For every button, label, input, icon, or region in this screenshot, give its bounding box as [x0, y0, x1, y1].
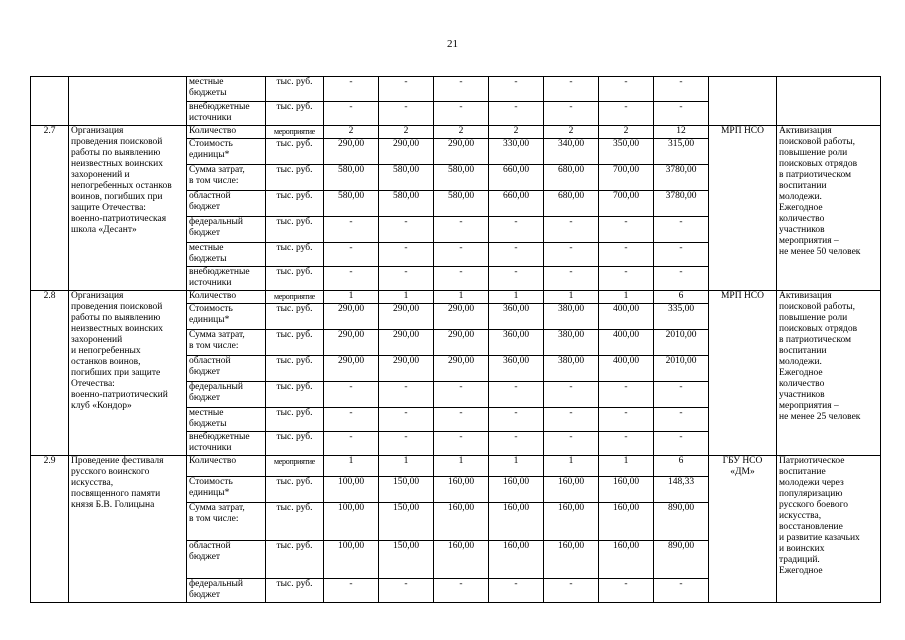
value-cell: - — [489, 243, 544, 267]
value-cell: - — [654, 432, 709, 456]
value-cell: - — [324, 102, 379, 126]
value-cell: - — [324, 243, 379, 267]
value-cell: 335,00 — [654, 304, 709, 330]
value-cell: 148,33 — [654, 477, 709, 503]
value-cell: 290,00 — [324, 330, 379, 356]
value-cell: - — [544, 579, 599, 603]
value-cell: 6 — [654, 291, 709, 304]
value-cell: - — [379, 382, 434, 408]
value-cell: - — [654, 217, 709, 243]
value-cell: - — [379, 102, 434, 126]
value-cell: 700,00 — [599, 191, 654, 217]
value-cell: 160,00 — [434, 503, 489, 541]
value-cell: 160,00 — [599, 477, 654, 503]
value-cell: - — [544, 432, 599, 456]
row-label: местные бюджеты — [187, 77, 266, 102]
empty-cell — [31, 77, 69, 126]
section-executor: МРП НСО — [709, 291, 777, 456]
value-cell: 580,00 — [379, 165, 434, 191]
value-cell: 3780,00 — [654, 165, 709, 191]
unit-cell: мероприятие — [266, 126, 324, 139]
table-row — [31, 456, 881, 477]
table-row — [31, 291, 881, 304]
row-label: Сумма затрат, в том числе: — [187, 503, 266, 541]
value-cell: - — [654, 102, 709, 126]
unit-cell: тыс. руб. — [266, 77, 324, 102]
row-label: внебюджетные источники — [187, 102, 266, 126]
value-cell: - — [654, 579, 709, 603]
value-cell: 12 — [654, 126, 709, 139]
row-label: местные бюджеты — [187, 408, 266, 432]
value-cell: - — [489, 432, 544, 456]
value-cell: - — [599, 267, 654, 291]
value-cell: - — [544, 217, 599, 243]
value-cell: 890,00 — [654, 541, 709, 579]
value-cell: 1 — [599, 456, 654, 477]
unit-cell: тыс. руб. — [266, 477, 324, 503]
value-cell: 290,00 — [324, 139, 379, 165]
unit-cell: тыс. руб. — [266, 408, 324, 432]
value-cell: 3780,00 — [654, 191, 709, 217]
value-cell: 290,00 — [434, 356, 489, 382]
value-cell: 1 — [379, 291, 434, 304]
value-cell: - — [654, 77, 709, 102]
value-cell: - — [544, 77, 599, 102]
value-cell: 290,00 — [324, 304, 379, 330]
value-cell: - — [379, 77, 434, 102]
value-cell: - — [489, 217, 544, 243]
value-cell: 6 — [654, 456, 709, 477]
value-cell: 160,00 — [434, 541, 489, 579]
section-executor: ГБУ НСО «ДМ» — [709, 456, 777, 603]
value-cell: 360,00 — [489, 356, 544, 382]
section-result: Активизация поисковой работы, повышение роли поисковых отрядов в патриотическом воспитании молодежи. Ежегодное количество участников мероприятия – не менее 50 человек — [777, 126, 881, 291]
section-result: Активизация поисковой работы, повышение роли поисковых отрядов в патриотическом воспитании молодежи. Ежегодное количество участников мероприятия – не менее 25 человек — [777, 291, 881, 456]
row-label: Сумма затрат, в том числе: — [187, 330, 266, 356]
empty-cell — [709, 77, 777, 126]
value-cell: 150,00 — [379, 541, 434, 579]
value-cell: 360,00 — [489, 304, 544, 330]
value-cell: 330,00 — [489, 139, 544, 165]
value-cell: 290,00 — [434, 304, 489, 330]
section-number: 2.7 — [31, 126, 69, 291]
row-label: внебюджетные источники — [187, 432, 266, 456]
row-label: Сумма затрат, в том числе: — [187, 165, 266, 191]
value-cell: 150,00 — [379, 477, 434, 503]
unit-cell: тыс. руб. — [266, 503, 324, 541]
value-cell: - — [379, 408, 434, 432]
value-cell: 1 — [544, 456, 599, 477]
value-cell: 580,00 — [324, 165, 379, 191]
section-result: Патриотическое воспитание молодежи через популяризацию русского боевого искусства, восстановление и развитие казачьих и воинских традиций. Ежегодное — [777, 456, 881, 603]
table-row — [31, 77, 881, 102]
row-label: областной бюджет — [187, 541, 266, 579]
value-cell: - — [434, 267, 489, 291]
unit-cell: тыс. руб. — [266, 579, 324, 603]
value-cell: 160,00 — [434, 477, 489, 503]
unit-cell: тыс. руб. — [266, 330, 324, 356]
value-cell: 660,00 — [489, 165, 544, 191]
value-cell: 400,00 — [599, 304, 654, 330]
value-cell: - — [544, 382, 599, 408]
value-cell: 2 — [489, 126, 544, 139]
value-cell: 290,00 — [434, 330, 489, 356]
empty-cell — [69, 77, 187, 126]
value-cell: - — [599, 432, 654, 456]
value-cell: 290,00 — [379, 356, 434, 382]
value-cell: 150,00 — [379, 503, 434, 541]
value-cell: - — [324, 382, 379, 408]
value-cell: 160,00 — [489, 503, 544, 541]
value-cell: 1 — [324, 291, 379, 304]
value-cell: 160,00 — [544, 541, 599, 579]
row-label: федеральный бюджет — [187, 579, 266, 603]
value-cell: 580,00 — [434, 191, 489, 217]
value-cell: - — [599, 243, 654, 267]
value-cell: 290,00 — [379, 330, 434, 356]
value-cell: 680,00 — [544, 165, 599, 191]
section-name: Организация проведения поисковой работы по выявлению неизвестных воинских захоронений и непогребенных останков воинов, погибших при защите Отечества: военно-патриотический клуб «Кондор» — [69, 291, 187, 456]
unit-cell: тыс. руб. — [266, 356, 324, 382]
section-executor: МРП НСО — [709, 126, 777, 291]
row-label: Количество — [187, 456, 266, 477]
value-cell: - — [599, 382, 654, 408]
value-cell: 1 — [489, 291, 544, 304]
value-cell: 580,00 — [324, 191, 379, 217]
value-cell: 2 — [544, 126, 599, 139]
unit-cell: тыс. руб. — [266, 139, 324, 165]
row-label: Количество — [187, 126, 266, 139]
value-cell: - — [379, 432, 434, 456]
section-number: 2.9 — [31, 456, 69, 603]
value-cell: 100,00 — [324, 541, 379, 579]
value-cell: - — [434, 382, 489, 408]
section-number: 2.8 — [31, 291, 69, 456]
value-cell: 890,00 — [654, 503, 709, 541]
value-cell: - — [489, 382, 544, 408]
value-cell: - — [434, 77, 489, 102]
row-label: внебюджетные источники — [187, 267, 266, 291]
row-label: областной бюджет — [187, 191, 266, 217]
unit-cell: тыс. руб. — [266, 267, 324, 291]
value-cell: - — [434, 102, 489, 126]
value-cell: 580,00 — [379, 191, 434, 217]
value-cell: - — [654, 382, 709, 408]
value-cell: 160,00 — [544, 503, 599, 541]
value-cell: 2 — [324, 126, 379, 139]
value-cell: - — [324, 267, 379, 291]
value-cell: 2010,00 — [654, 330, 709, 356]
value-cell: - — [434, 432, 489, 456]
value-cell: - — [434, 408, 489, 432]
unit-cell: мероприятие — [266, 291, 324, 304]
value-cell: 660,00 — [489, 191, 544, 217]
value-cell: - — [324, 408, 379, 432]
unit-cell: тыс. руб. — [266, 191, 324, 217]
value-cell: 380,00 — [544, 304, 599, 330]
unit-cell: тыс. руб. — [266, 165, 324, 191]
value-cell: - — [544, 267, 599, 291]
unit-cell: тыс. руб. — [266, 432, 324, 456]
value-cell: - — [434, 217, 489, 243]
value-cell: - — [599, 217, 654, 243]
value-cell: 400,00 — [599, 330, 654, 356]
unit-cell: тыс. руб. — [266, 102, 324, 126]
value-cell: 360,00 — [489, 330, 544, 356]
value-cell: - — [489, 579, 544, 603]
value-cell: - — [379, 267, 434, 291]
value-cell: 160,00 — [489, 477, 544, 503]
value-cell: 2 — [379, 126, 434, 139]
unit-cell: тыс. руб. — [266, 217, 324, 243]
value-cell: 1 — [434, 291, 489, 304]
value-cell: 2 — [599, 126, 654, 139]
value-cell: 100,00 — [324, 503, 379, 541]
value-cell: 1 — [599, 291, 654, 304]
value-cell: - — [599, 579, 654, 603]
section-name: Проведение фестиваля русского воинского искусства, посвященного памяти князя Б.В. Голицына — [69, 456, 187, 603]
value-cell: - — [324, 579, 379, 603]
value-cell: - — [324, 77, 379, 102]
value-cell: - — [599, 408, 654, 432]
section-name: Организация проведения поисковой работы по выявлению неизвестных воинских захоронений и непогребенных останков воинов, погибших при защите Отечества: военно-патриотическая школа «Десант» — [69, 126, 187, 291]
row-label: областной бюджет — [187, 356, 266, 382]
value-cell: 340,00 — [544, 139, 599, 165]
value-cell: - — [654, 408, 709, 432]
row-label: федеральный бюджет — [187, 217, 266, 243]
value-cell: - — [489, 267, 544, 291]
value-cell: - — [489, 408, 544, 432]
value-cell: 160,00 — [599, 541, 654, 579]
row-label: Стоимость единицы* — [187, 477, 266, 503]
value-cell: 1 — [379, 456, 434, 477]
value-cell: 700,00 — [599, 165, 654, 191]
value-cell: - — [544, 243, 599, 267]
value-cell: 580,00 — [434, 165, 489, 191]
empty-cell — [777, 77, 881, 126]
value-cell: - — [379, 217, 434, 243]
row-label: местные бюджеты — [187, 243, 266, 267]
row-label: Стоимость единицы* — [187, 139, 266, 165]
value-cell: 290,00 — [434, 139, 489, 165]
unit-cell: мероприятие — [266, 456, 324, 477]
unit-cell: тыс. руб. — [266, 382, 324, 408]
value-cell: - — [489, 102, 544, 126]
value-cell: 400,00 — [599, 356, 654, 382]
value-cell: - — [599, 77, 654, 102]
value-cell: 380,00 — [544, 356, 599, 382]
unit-cell: тыс. руб. — [266, 243, 324, 267]
value-cell: 380,00 — [544, 330, 599, 356]
value-cell: 160,00 — [599, 503, 654, 541]
value-cell: 290,00 — [324, 356, 379, 382]
value-cell: - — [379, 579, 434, 603]
value-cell: - — [434, 579, 489, 603]
value-cell: 100,00 — [324, 477, 379, 503]
unit-cell: тыс. руб. — [266, 541, 324, 579]
value-cell: - — [324, 432, 379, 456]
value-cell: 1 — [544, 291, 599, 304]
value-cell: - — [379, 243, 434, 267]
value-cell: 2 — [434, 126, 489, 139]
value-cell: - — [489, 77, 544, 102]
value-cell: 160,00 — [544, 477, 599, 503]
value-cell: - — [434, 243, 489, 267]
value-cell: 2010,00 — [654, 356, 709, 382]
value-cell: - — [544, 102, 599, 126]
value-cell: 160,00 — [489, 541, 544, 579]
value-cell: 1 — [434, 456, 489, 477]
value-cell: - — [599, 102, 654, 126]
value-cell: - — [654, 243, 709, 267]
row-label: федеральный бюджет — [187, 382, 266, 408]
program-table — [30, 76, 881, 603]
value-cell: - — [324, 217, 379, 243]
value-cell: 290,00 — [379, 139, 434, 165]
value-cell: 350,00 — [599, 139, 654, 165]
value-cell: 1 — [489, 456, 544, 477]
unit-cell: тыс. руб. — [266, 304, 324, 330]
value-cell: 290,00 — [379, 304, 434, 330]
value-cell: 315,00 — [654, 139, 709, 165]
row-label: Количество — [187, 291, 266, 304]
value-cell: - — [654, 267, 709, 291]
row-label: Стоимость единицы* — [187, 304, 266, 330]
page-number: 21 — [447, 38, 458, 50]
table-row — [31, 126, 881, 139]
value-cell: 680,00 — [544, 191, 599, 217]
value-cell: - — [544, 408, 599, 432]
value-cell: 1 — [324, 456, 379, 477]
